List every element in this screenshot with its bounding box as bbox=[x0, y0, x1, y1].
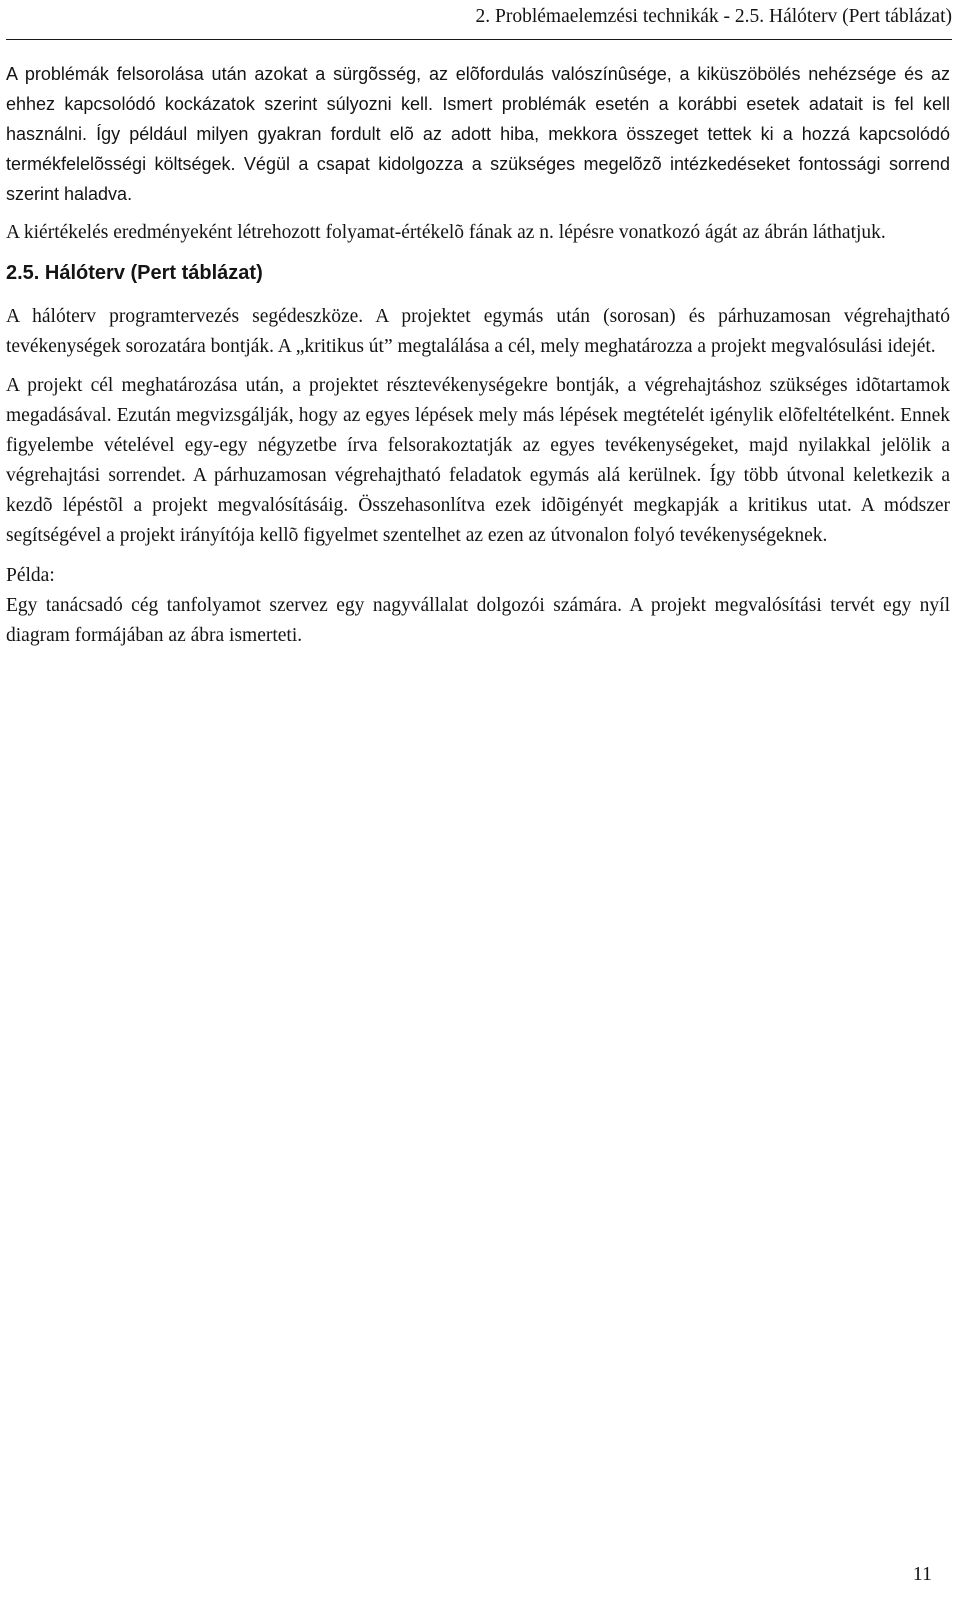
paragraph-evaluation-tree: A kiértékelés eredményeként létrehozott folyamat-értékelõ fának az n. lépésre vonatkozó ágát az ábrán láthatjuk. bbox=[6, 222, 886, 243]
paragraph-problem-weighting: A problémák felsorolása után azokat a sürgõsség, az elõfordulás valószínûsége, a kiküszöbölés nehézsége és az ehhez kapcsolódó kockázatok szerint súlyozni kell. Ismert problémák esetén a korábbi esetek adatait is fel kell használni. Így például milyen gyakran fordult elõ az adott hiba, mekkora összeget tettek ki a hozzá kapcsolódó termékfelelõsségi költségek. Végül a csapat kidolgozza a szükséges megelõzõ intézkedéseket fontossági sorrend szerint haladva. bbox=[6, 64, 950, 204]
paragraph-network-plan-intro: A hálóterv programtervezés segédeszköze. A projektet egymás után (sorosan) és párhuzamosan végrehajtható tevékenységek sorozatára bontják. A „kritikus út” megtalálása a cél, mely meghatározza a projekt megvalósulási idejét. bbox=[6, 306, 950, 357]
page-body bbox=[6, 59, 950, 651]
example-label: Példa: bbox=[6, 565, 55, 586]
running-header-title: 2. Problémaelemzési technikák - 2.5. Hálóterv (Pert táblázat) bbox=[475, 6, 952, 27]
paragraph-network-plan-method: A projekt cél meghatározása után, a projektet résztevékenységekre bontják, a végrehajtáshoz szükséges idõtartamok megadásával. Ezután megvizsgálják, hogy az egyes lépések mely más lépések megtételét igénylik elõfeltételként. Ennek figyelembe vételével egy-egy négyzetbe írva felsorakoztatják az egyes tevékenységeket, majd nyilakkal jelölik a végrehajtási sorrendet. A párhuzamosan végrehajtható feladatok egymás alá kerülnek. Így több útvonal keletkezik a kezdõ lépéstõl a projekt megvalósításáig. Összehasonlítva ezek idõigényét megkapják a kritikus utat. A módszer segítségével a projekt irányítója kellõ figyelmet szentelhet az ezen az útvonalon folyó tevékenységeknek. bbox=[6, 375, 950, 546]
page-number: 11 bbox=[912, 1563, 932, 1585]
paragraph-example: Egy tanácsadó cég tanfolyamot szervez egy nagyvállalat dolgozói számára. A projekt megvalósítási tervét egy nyíl diagram formájában az ábra ismerteti. bbox=[6, 595, 950, 646]
section-heading: 2.5. Hálóterv (Pert táblázat) bbox=[6, 262, 263, 284]
running-header bbox=[6, 0, 952, 40]
